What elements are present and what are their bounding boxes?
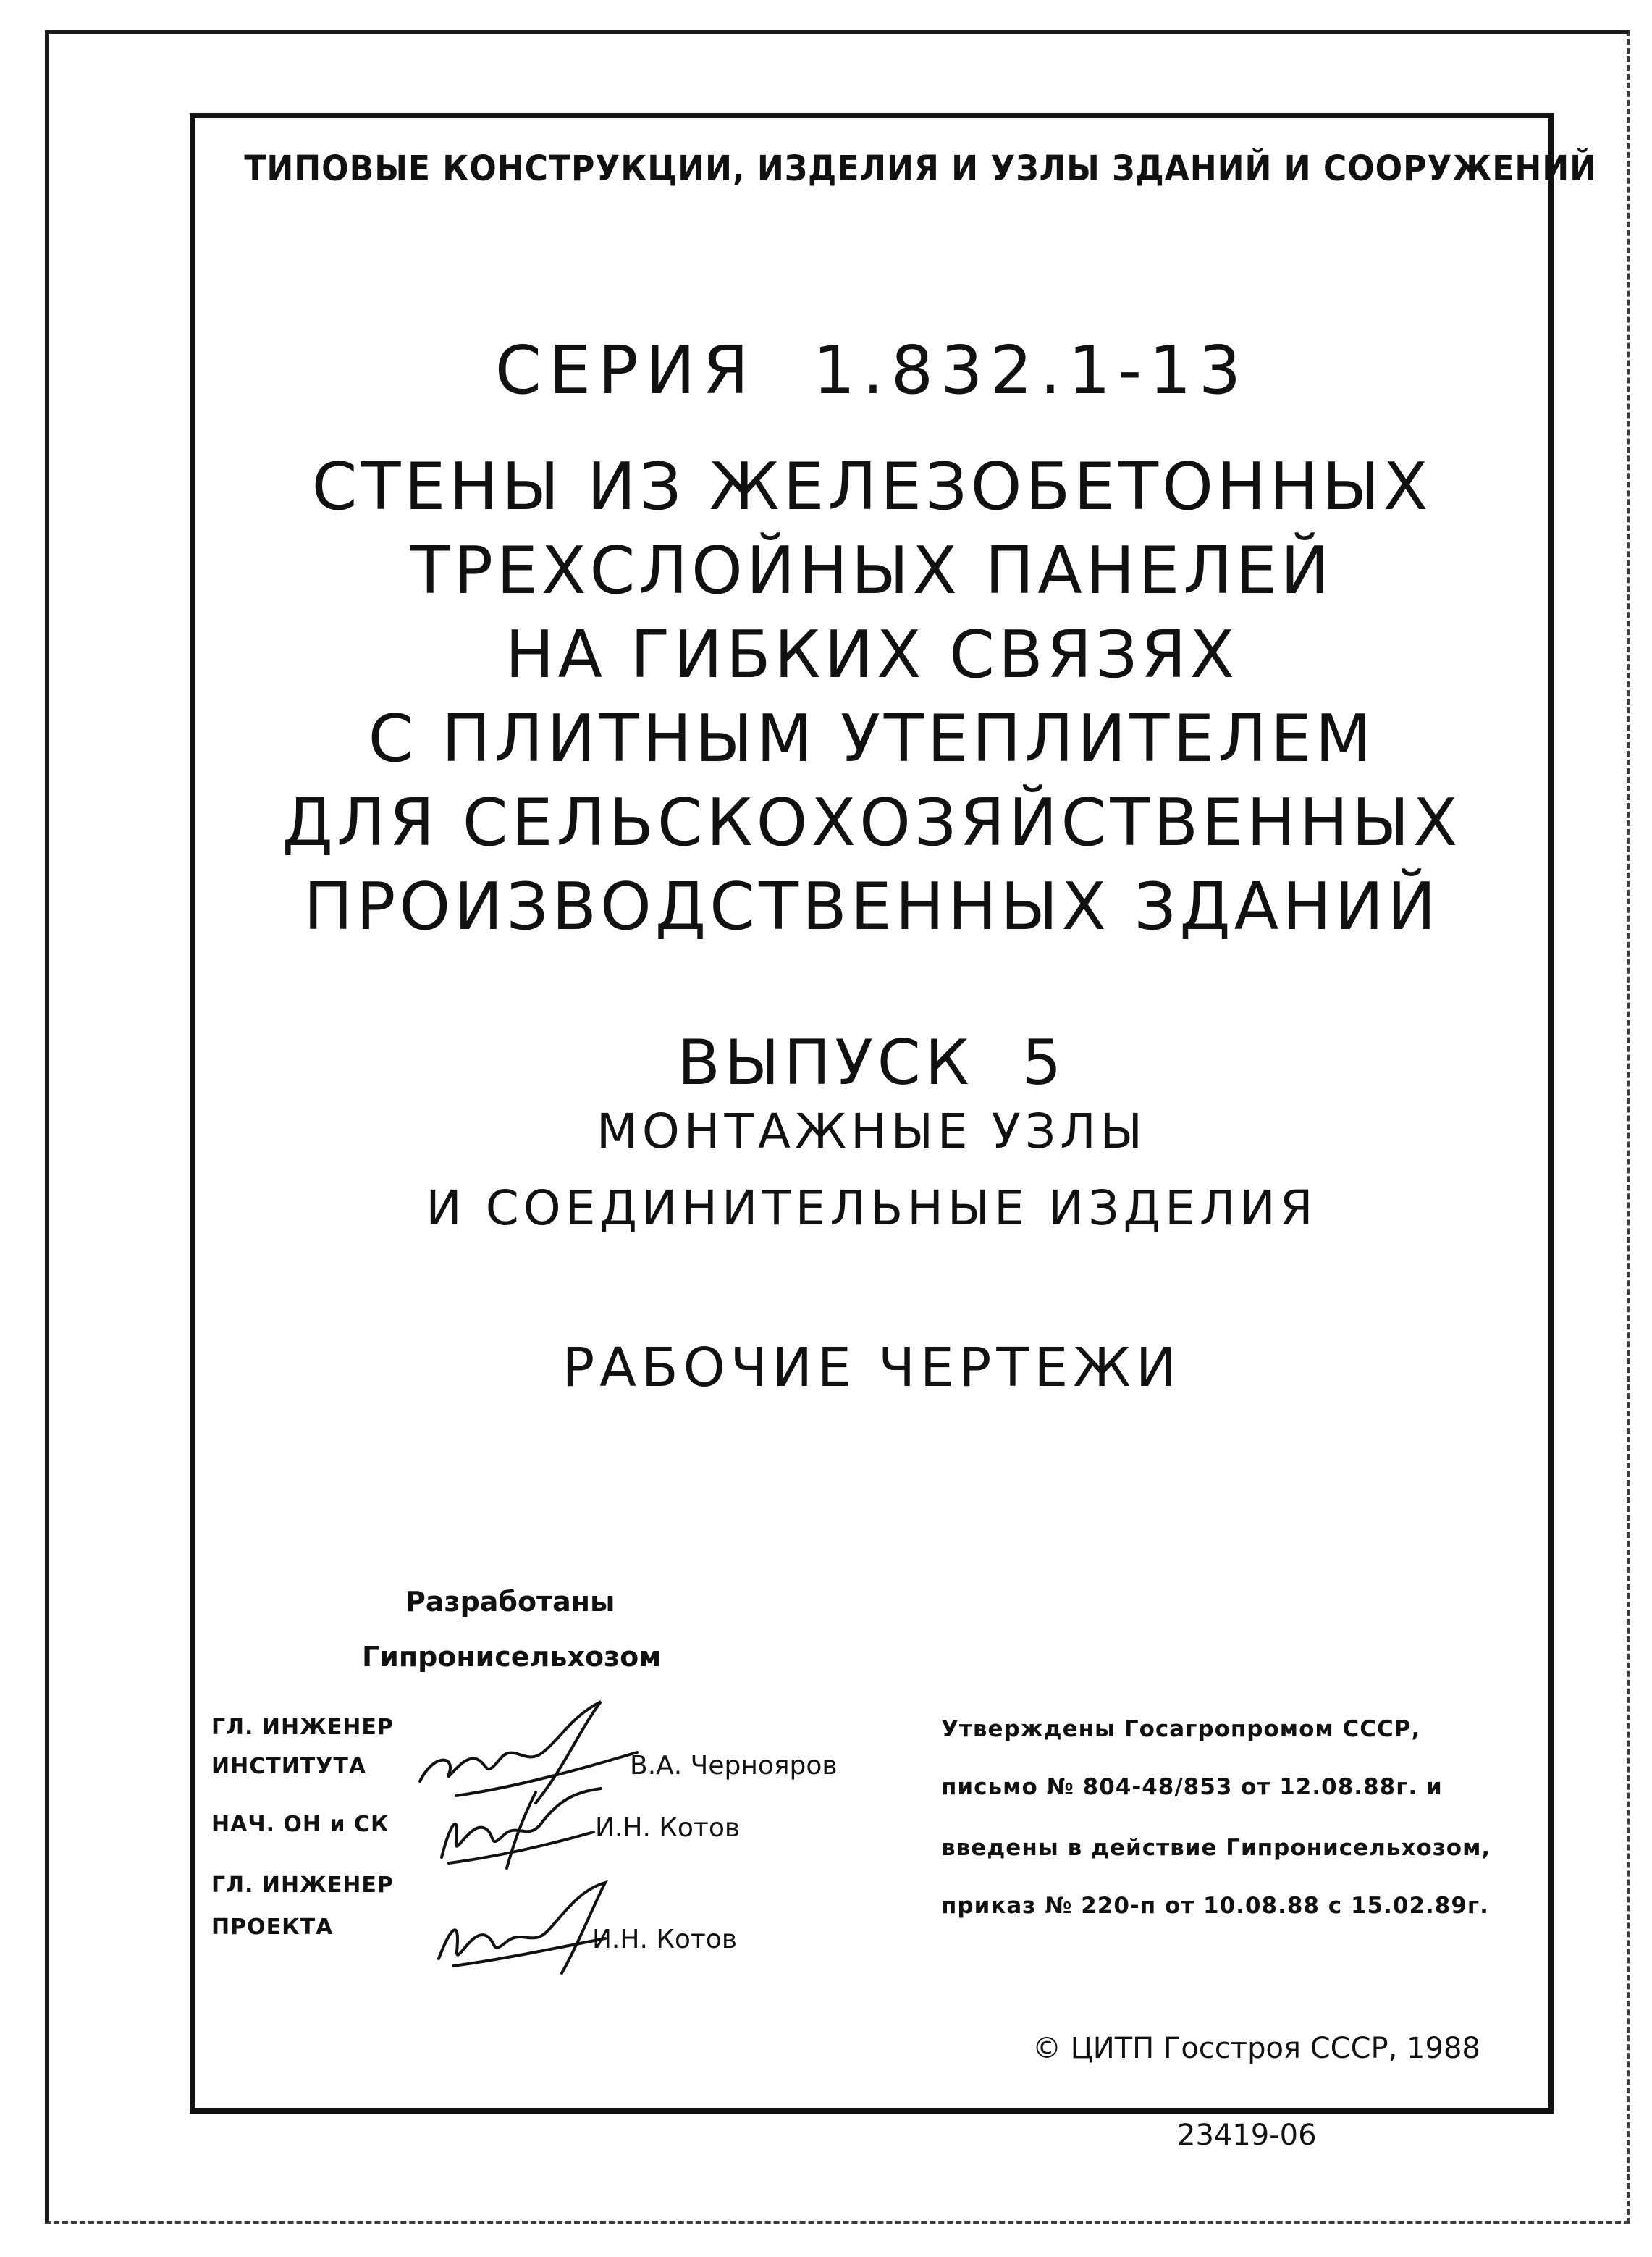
signature-1-role-line-1: ГЛ. ИНЖЕНЕР: [211, 1715, 394, 1740]
title-line-1: СТЕНЫ ИЗ ЖЕЛЕЗОБЕТОННЫХ: [311, 449, 1432, 525]
department-head-signature: [427, 1778, 615, 1872]
approval-line-3: введены в действие Гипронисельхозом,: [941, 1835, 1491, 1861]
signature-1-role-line-2: ИНСТИТУТА: [211, 1754, 367, 1779]
series-designation: [190, 332, 1554, 409]
title-line-3: НА ГИБКИХ СВЯЗЯХ: [505, 617, 1239, 693]
standards-header: ТИПОВЫЕ КОНСТРУКЦИИ, ИЗДЕЛИЯ И УЗЛЫ ЗДАНИЙ И СООРУЖЕНИЙ: [244, 148, 1598, 189]
series-label: СЕРИЯ: [494, 332, 757, 409]
developed-by-org: Гипронисельхозом: [362, 1641, 662, 1673]
copyright-notice: © ЦИТП Госстроя СССР, 1988: [1032, 2032, 1480, 2065]
approval-line-1: Утверждены Госагропромом СССР,: [941, 1716, 1421, 1742]
title-line-2: ТРЕХСЛОЙНЫХ ПАНЕЛЕЙ: [410, 533, 1333, 609]
title-line-5: ДЛЯ СЕЛЬСКОХОЗЯЙСТВЕННЫХ: [282, 785, 1462, 861]
document-title: [190, 445, 1554, 949]
issue-heading: [190, 1027, 1554, 1099]
issue-number: 5: [1021, 1027, 1066, 1099]
document-type: РАБОЧИЕ ЧЕРТЕЖИ: [562, 1337, 1181, 1399]
project-engineer-signature: [424, 1872, 620, 1980]
signature-3-name: И.Н. Котов: [592, 1925, 738, 1954]
approval-line-4: приказ № 220-п от 10.08.88 с 15.02.89г.: [941, 1893, 1489, 1919]
issue-label: ВЫПУСК: [677, 1027, 974, 1099]
title-line-4: С ПЛИТНЫМ УТЕПЛИТЕЛЕМ: [368, 701, 1375, 777]
signature-3-role-line-2: ПРОЕКТА: [211, 1915, 334, 1940]
signature-1-name: В.А. Чернояров: [630, 1751, 838, 1781]
approval-line-2: письмо № 804-48/853 от 12.08.88г. и: [941, 1774, 1443, 1800]
developed-by-label: Разработаны: [405, 1586, 615, 1618]
series-number: 1.832.1-13: [812, 332, 1249, 409]
signature-3-role-line-1: ГЛ. ИНЖЕНЕР: [211, 1873, 394, 1898]
signature-2-name: И.Н. Котов: [595, 1813, 741, 1843]
issue-subtitle: [190, 1093, 1554, 1247]
signature-2-role-line-1: НАЧ. ОН и СК: [211, 1812, 389, 1837]
issue-subtitle-line-2: И СОЕДИНИТЕЛЬНЫЕ ИЗДЕЛИЯ: [426, 1180, 1318, 1236]
issue-subtitle-line-1: МОНТАЖНЫЕ УЗЛЫ: [596, 1104, 1147, 1159]
title-line-6: ПРОИЗВОДСТВЕННЫХ ЗДАНИЙ: [303, 869, 1440, 945]
inventory-number: 23419-06: [1177, 2119, 1317, 2152]
